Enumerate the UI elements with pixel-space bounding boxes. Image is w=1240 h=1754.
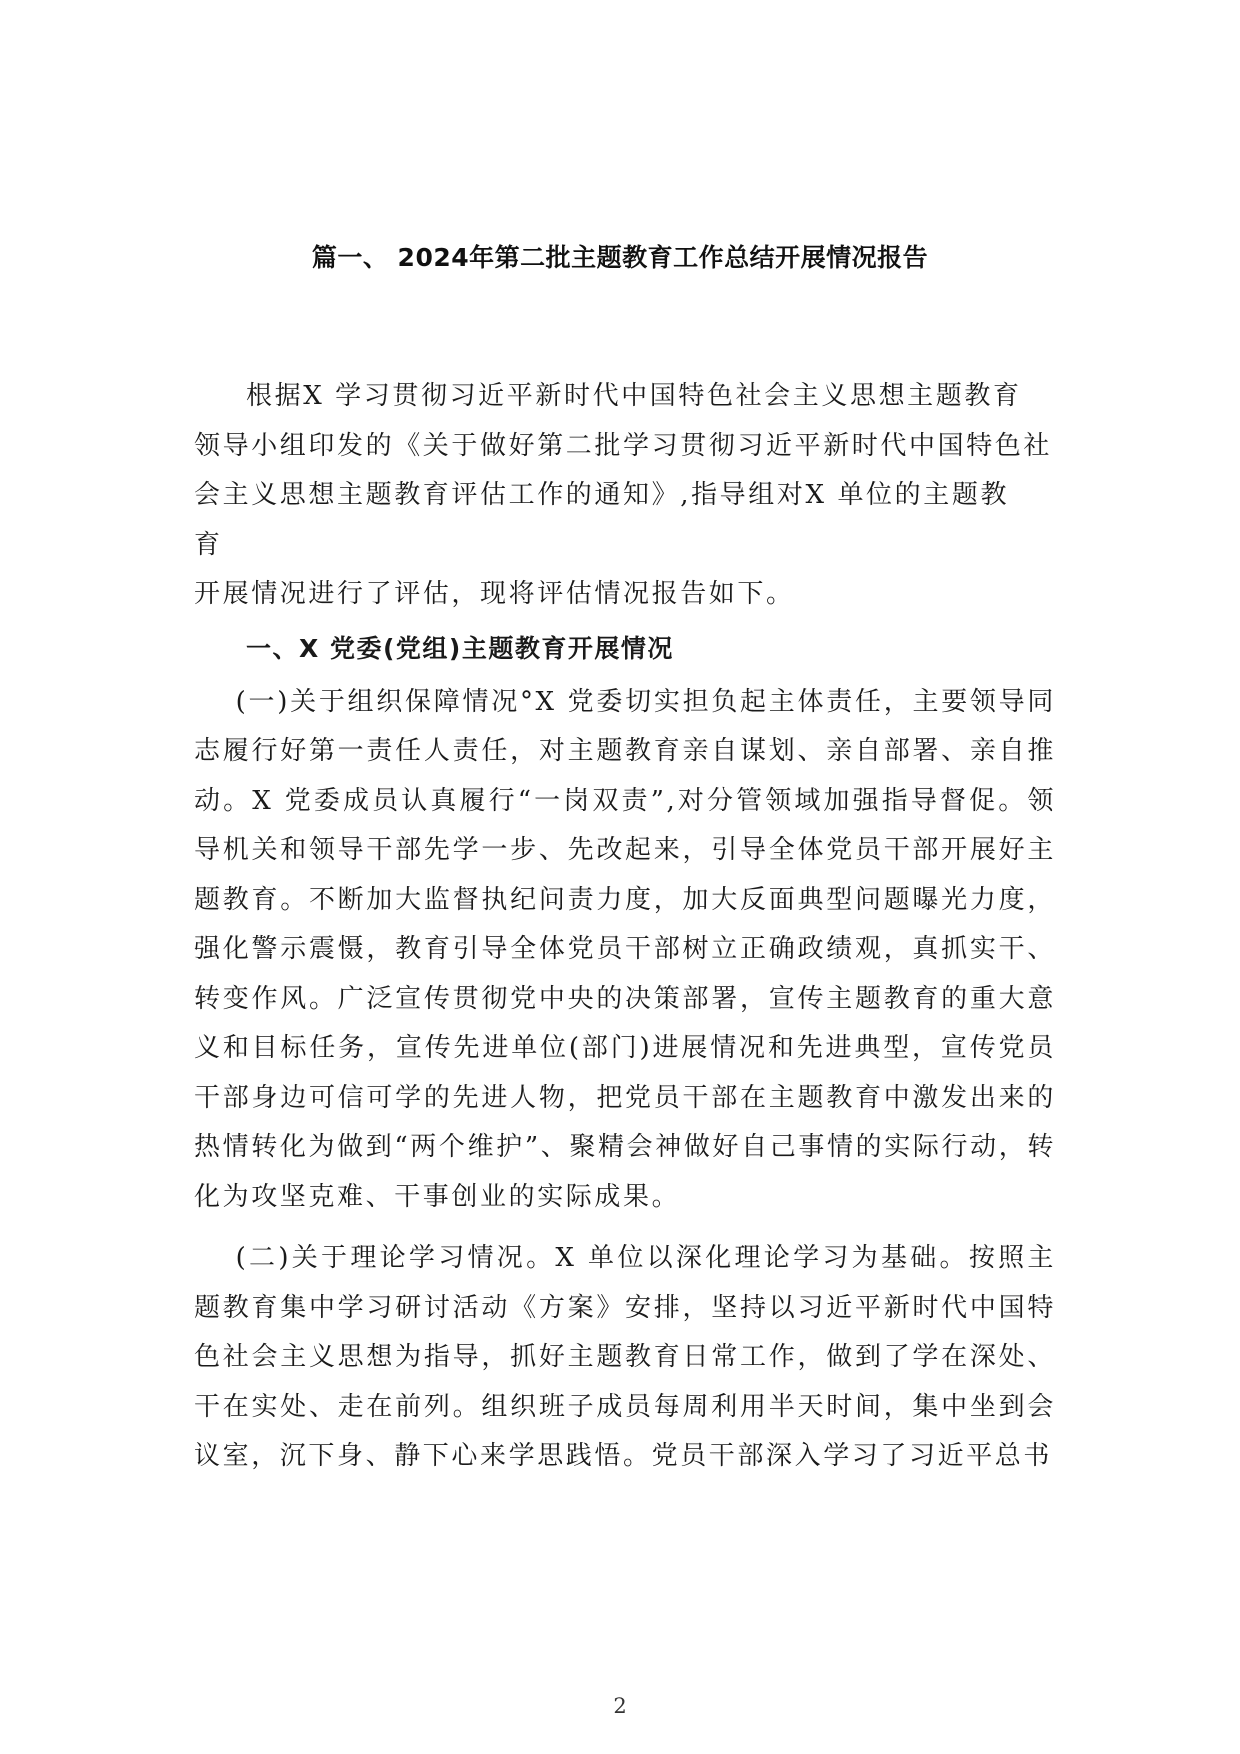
- document-body: [194, 372, 1056, 1482]
- section-heading: 一、X 党委(党组)主题教育开展情况: [246, 633, 674, 663]
- intro-line-3: 会主义思想主题教育评估工作的通知》,指导组对X 单位的主题教: [194, 480, 1010, 510]
- intro-line-5: 开展情况进行了评估，现将评估情况报告如下。: [194, 579, 795, 609]
- document-title: 篇一、 2024年第二批主题教育工作总结开展情况报告: [311, 243, 929, 272]
- intro-line-1: 根据X 学习贯彻习近平新时代中国特色社会主义思想主题教育: [246, 381, 1022, 411]
- page-number: 2: [613, 1694, 627, 1718]
- paragraph-spacer: [194, 1222, 1056, 1234]
- paragraph-organization: (一)关于组织保障情况°X 党委切实担负起主体责任，主要领导同志履行好第一责任人责任，对主题教育亲自谋划、亲自部署、亲自推动。X 党委成员认真履行“一岗双责”,对分管领域加强指导督促。领导机关和领导干部先学一步、先改起来，引导全体党员干部开展好主题教育。不断加大监督执纪问责力度，加大反面典型问题曝光力度，强化警示震慑，教育引导全体党员干部树立正确政绩观，真抓实干、转变作风。广泛宣传贯彻党中央的决策部署，宣传主题教育的重大意义和目标任务，宣传先进单位(部门)进展情况和先进典型，宣传党员干部身边可信可学的先进人物，把党员干部在主题教育中激发出来的热情转化为做到“两个维护”、聚精会神做好自己事情的实际行动，转化为攻坚克难、干事创业的实际成果。: [194, 686, 1056, 1212]
- intro-line-2: 领导小组印发的《关于做好第二批学习贯彻习近平新时代中国特色社: [194, 430, 1053, 461]
- paragraph-theory-study: (二)关于理论学习情况。X 单位以深化理论学习为基础。按照主题教育集中学习研讨活动《方案》安排，坚持以习近平新时代中国特色社会主义思想为指导，抓好主题教育日常工作，做到了学在深处、干在实处、走在前列。组织班子成员每周利用半天时间，集中坐到会议室，沉下身、静下心来学思践悟。党员干部深入学习了习近平总书: [194, 1243, 1056, 1471]
- intro-line-4: 育: [194, 529, 223, 560]
